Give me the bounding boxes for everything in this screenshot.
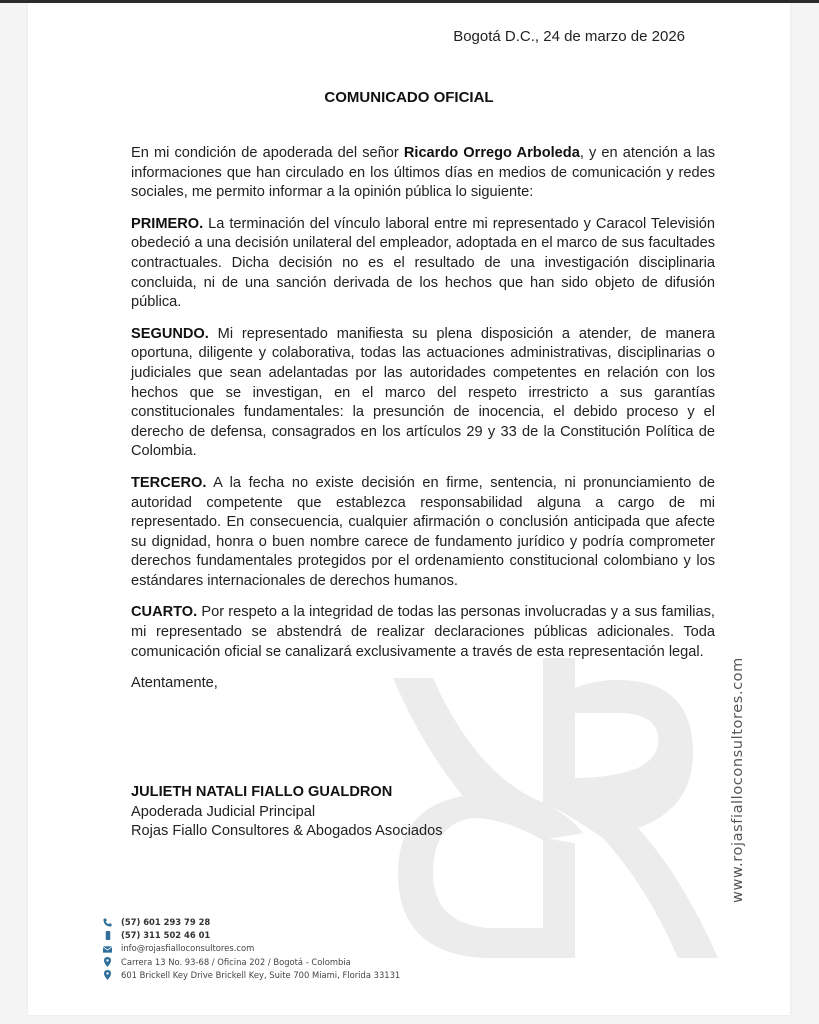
document-body	[131, 144, 715, 706]
contact-text: (57) 311 502 46 01	[121, 930, 211, 941]
section-text: La terminación del vínculo laboral entre mi representado y Caracol Televisión obedeció a una decisión unilateral del empleador, adoptada en el marco de sus facultades contractuales. Dicha decisión no es el resultado de una investigación disciplinaria concluida, ni de una sanción derivada de los hechos que han sido objeto de difusión pública.	[131, 215, 715, 311]
intro-text-start: En mi condición de apoderada del señor	[131, 145, 404, 161]
section-primero	[131, 215, 715, 313]
contact-mobile	[103, 929, 400, 942]
section-tercero	[131, 474, 715, 592]
website-vertical[interactable]: www.rojasfialloconsultores.com	[730, 657, 746, 903]
location-pin-icon	[103, 957, 112, 967]
document-title: COMUNICADO OFICIAL	[324, 89, 494, 106]
section-heading: PRIMERO.	[131, 215, 204, 232]
phone-icon	[103, 918, 112, 928]
email-icon	[103, 944, 112, 954]
section-segundo	[131, 325, 715, 462]
section-text: Por respeto a la integridad de todas las personas involucradas y a sus familias, mi representado se abstendrá de realizar declaraciones públicas adicionales. Toda comunicación oficial se canalizará exclusivamente a través de esta representación legal.	[131, 604, 715, 660]
signer-name: JULIETH NATALI FIALLO GUALDRON	[131, 784, 393, 800]
section-cuarto	[131, 603, 715, 662]
date-line: Bogotá D.C., 24 de marzo de 2026	[453, 28, 685, 45]
mobile-phone-icon	[103, 931, 112, 941]
document-page	[28, 3, 790, 1015]
section-heading: SEGUNDO.	[131, 325, 209, 342]
intro-paragraph	[131, 144, 715, 203]
section-heading: TERCERO.	[131, 474, 207, 491]
signature-block	[131, 783, 443, 842]
signer-firm: Rojas Fiallo Consultores & Abogados Asociados	[131, 823, 443, 839]
section-text: A la fecha no existe decisión en firme, sentencia, ni pronunciamiento de autoridad competente que establezca responsabilidad alguna a cargo de mi representado. En consecuencia, cualquier afirmación o conclusión anticipada que afecte su dignidad, honra o buen nombre carece de fundamento jurídico y podría comprometer derechos fundamentales protegidos por el ordenamiento constitucional colombiano y los estándares internacionales de derechos humanos.	[131, 474, 715, 589]
contact-email	[103, 942, 400, 955]
contact-address-bogota	[103, 956, 400, 969]
section-text: Mi representado manifiesta su plena disposición a atender, de manera oportuna, diligente y colaborativa, todas las actuaciones administrativas, disciplinarias o judiciales que sean adelantadas por las autoridades competentes en relación con los hechos que se investigan, en el marco del respeto irrestricto a sus garantías constitucionales fundamentales: la presunción de inocencia, el debido proceso y el derecho de defensa, consagrados en los artículos 29 y 33 de la Constitución Política de Colombia.	[131, 325, 715, 460]
signer-role: Apoderada Judicial Principal	[131, 803, 316, 820]
contact-text: Carrera 13 No. 93-68 / Oficina 202 / Bogotá - Colombia	[121, 956, 351, 967]
client-name: Ricardo Orrego Arboleda	[403, 145, 580, 161]
location-pin-icon	[103, 970, 112, 980]
contact-phone	[103, 916, 400, 929]
intro-text-end: , y en atención a las informaciones que han circulado en los últimos días en medios de comunicación y redes sociales, me permito informar a la opinión pública lo siguiente:	[131, 145, 716, 201]
section-heading: CUARTO.	[131, 604, 198, 621]
contact-text: (57) 601 293 79 28	[121, 917, 211, 927]
contact-text[interactable]: info@rojasfialloconsultores.com	[121, 943, 255, 954]
closing: Atentamente,	[131, 675, 218, 692]
contact-address-miami	[103, 969, 400, 982]
contact-footer	[103, 916, 400, 982]
contact-text: 601 Brickell Key Drive Brickell Key, Suite 700 Miami, Florida 33131	[121, 969, 401, 980]
